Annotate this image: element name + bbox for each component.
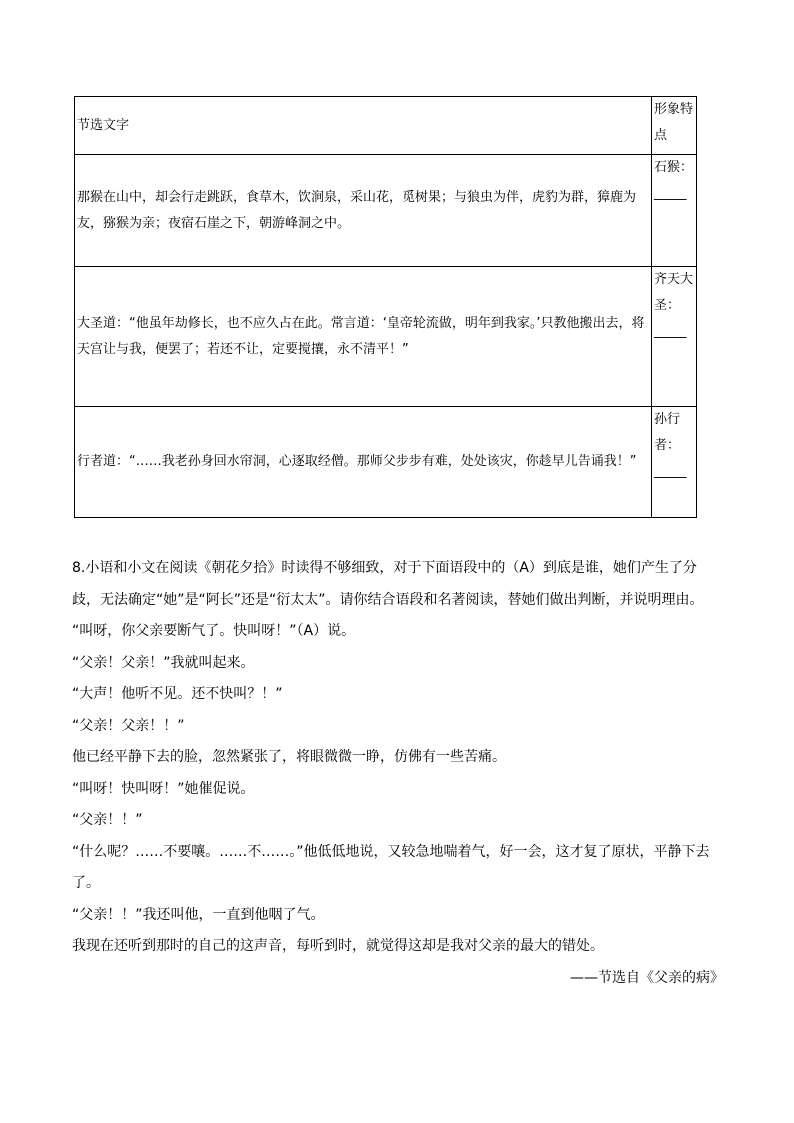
passage-line: “父亲！！” (72, 812, 143, 828)
excerpt-text: 行者道：“……我老孙身回水帘洞，心逐取经僧。那师父步步有难，处处该灾，你趁早儿告诵我！” (75, 407, 652, 518)
trait-cell (652, 267, 697, 407)
passage-line: “父亲！！”我还叫他，一直到他咽了气。 (72, 906, 325, 923)
passage-line: 我现在还听到那时的自己的这声音，每听到时，就觉得这却是我对父亲的最大的错处。 (72, 938, 604, 954)
character-table (74, 96, 697, 518)
trait-label: 石猴： (654, 160, 694, 175)
passage-line: “父亲！父亲！！” (72, 717, 185, 734)
answer-blank: _____ (654, 464, 687, 479)
excerpt-text: 那猴在山中，却会行走跳跃，食草木，饮涧泉，采山花，觅树果；与狼虫为伴，虎豹为群，獐鹿为友，猕猴为亲；夜宿石崖之下，朝游峰洞之中。 (75, 155, 652, 267)
passage-line: “父亲！父亲！”我就叫起来。 (72, 654, 255, 671)
passage-line: “叫呀，你父亲要断气了。快叫呀！”（A）说。 (72, 623, 356, 639)
trait-cell (652, 407, 697, 518)
passage-line: “叫呀！快叫呀！”她催促说。 (72, 780, 255, 797)
passage-line: “大声！他听不见。还不快叫？！” (72, 686, 283, 702)
header-traits: 形象特点 (652, 97, 697, 155)
passage-source: ——节选自《父亲的病》 (570, 969, 724, 986)
passage-line: “什么呢？……不要嚷。……不……。”他低低地说，又较急地喘着气，好一会，这才复了原状，平静下去了。 (72, 843, 710, 891)
trait-label: 孙行者： (654, 412, 681, 453)
trait-label: 齐天大圣： (654, 272, 694, 313)
trait-cell (652, 155, 697, 267)
table-row (75, 267, 697, 407)
table-row (75, 155, 697, 267)
question-intro: 8.小语和小文在阅读《朝花夕拾》时读得不够细致，对于下面语段中的（A）到底是谁，她们产生了分歧，无法确定“她”是“阿长”还是“衍太太”。请你结合语段和名著阅读，替她们做出判断，并说明理由。 (72, 560, 704, 608)
answer-blank: _____ (654, 186, 687, 201)
excerpt-text: 大圣道：“他虽年劫修长，也不应久占在此。常言道：‘皇帝轮流做，明年到我家。’只教他搬出去，将天宫让与我，便罢了；若还不让，定要搅攘，永不清平！” (75, 267, 652, 407)
passage-line: 他已经平静下去的脸，忽然紧张了，将眼微微一睁，仿佛有一些苦痛。 (72, 749, 506, 765)
table-row (75, 407, 697, 518)
answer-blank: _____ (654, 324, 687, 339)
header-excerpt: 节选文字 (75, 97, 652, 155)
question-8 (72, 553, 724, 994)
table-header-row (75, 97, 697, 155)
